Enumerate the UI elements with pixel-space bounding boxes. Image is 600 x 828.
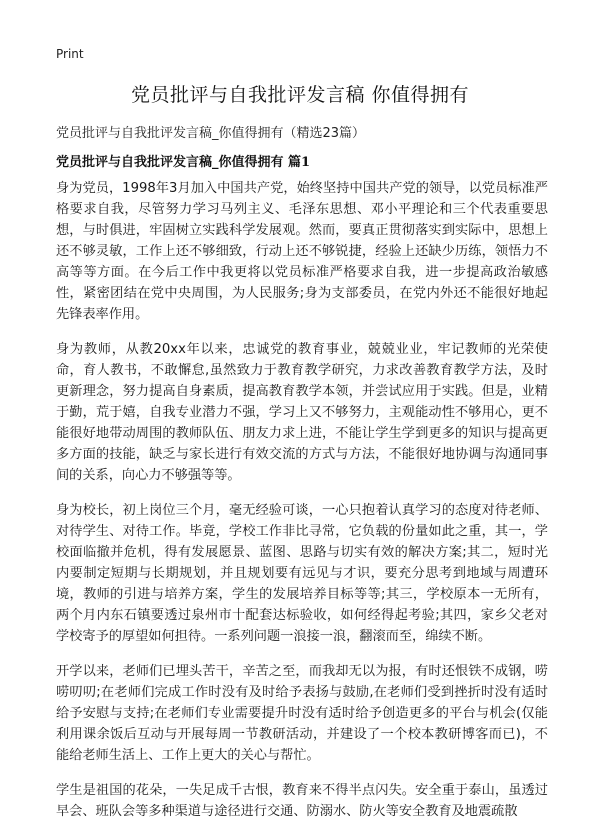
paragraph-5: 学生是祖国的花朵，一失足成千古恨，教育来不得半点闪失。安全重于泰山，虽透过早会、班队会等多种渠道与途径进行交通、防溺水、防火等安全教育及地震疏散 — [56, 783, 548, 819]
paragraph-3: 身为校长，初上岗位三个月，毫无经验可谈，一心只抱着认真学习的态度对待老师、对待学生、对待工作。毕竟，学校工作非比寻常，它负载的份量如此之重，其一，学校面临撤并危机，得有发展愿景、蓝图、思路与切实有效的解决方案;其二，短时光内要制定短期与长期规划，并且规划要有远见与才识，要充分思考到地域与周遭环境，教师的引进与培养方案，学生的发展培养目标等等;其三，学校原本一无所有，两个月内东石镇要透过泉州市十配套达标验收，如何经得起考验;其四，家乡父老对学校寄予的厚望如何担待。一系列问题一浪接一浪，翻滚而至，绵续不断。 — [56, 503, 548, 644]
document-title: 党员批评与自我批评发言稿 你值得拥有 — [130, 84, 470, 106]
paragraph-1: 身为党员，1998年3月加入中国共产党，始终坚持中国共产党的领导，以党员标准严格要求自我，尽管努力学习马列主义、毛泽东思想、邓小平理论和三个代表重要思想，与时俱进，牢固树立实践科学发展观。然而，要真正贯彻落实到实际中，思想上还不够灵敏，工作上还不够细致，行动上还不够锐捷，经验上还缺少历练，领悟力不高等等方面。在今后工作中我更将以党员标准严格要求自我，进一步提高政治敏感性，紧密团结在党中央周围，为人民服务;身为支部委员，在党内外还不能很好地起先锋表率作用。 — [56, 181, 548, 322]
paragraph-4: 开学以来，老师们已埋头苦干，辛苦之至，而我却无以为报，有时还恨铁不成钢，唠唠叨叨;在老师们完成工作时没有及时给予表扬与鼓励,在老师们受到挫折时没有适时给予安慰与支持;在老师们专业需要提升时没有适时给予创造更多的平台与机会(仅能利用课余饭后互动与开展每周一节教研活动，并建设了一个校本教研博客而已)，不能给老师生活上、工作上更大的关心与帮忙。 — [56, 664, 548, 763]
paragraph-2: 身为教师，从教20xx年以来，忠诚党的教育事业，兢兢业业，牢记教师的光荣使命，育人教书，不敢懈怠,虽然致力于教育教学研究，力求改善教育教学方法，及时更新理念，努力提高自身素质，提高教育教学本领，并尝试应用于实践。但是，业精于勤，荒于嬉，自我专业潜力不强，学习上又不够努力，主观能动性不够用心，更不能很好地带动周围的教师队伍、朋友力求上进，不能让学生学到更多的知识与提高更多方面的技能，缺乏与家长进行有效交流的方式与方法，不能很好地协调与沟通同事间的关系，向心力不够强等等。 — [56, 342, 548, 483]
document-subtitle: 党员批评与自我批评发言稿_你值得拥有（精选23篇） — [56, 126, 366, 141]
section-heading: 党员批评与自我批评发言稿_你值得拥有 篇1 — [56, 155, 311, 170]
body-text — [56, 178, 548, 828]
print-label[interactable]: Print — [56, 47, 84, 61]
